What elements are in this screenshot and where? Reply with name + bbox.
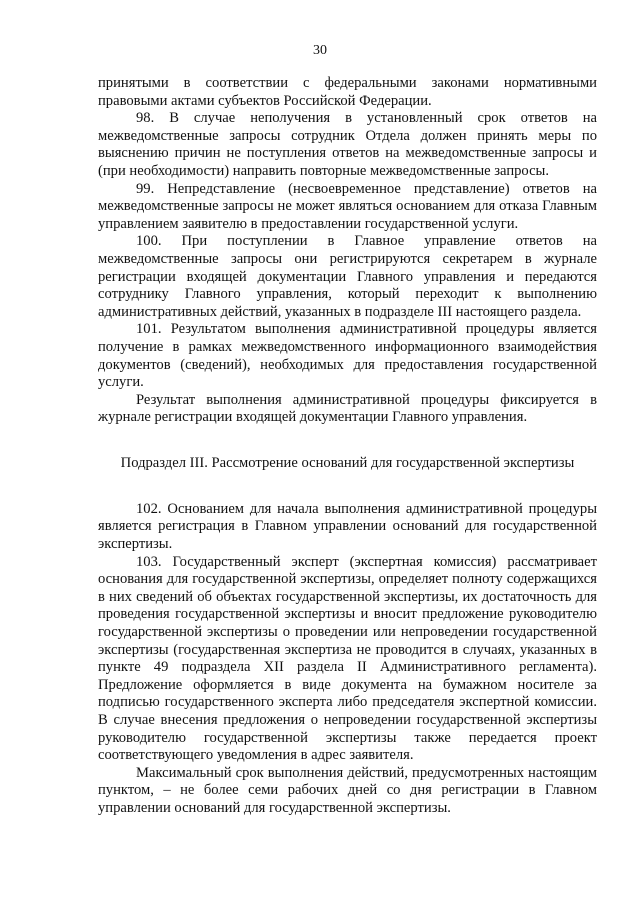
- paragraph-103-deadline: Максимальный срок выполнения действий, предусмотренных настоящим пунктом, – не более семи рабочих дней со дня регистрации в Главном управлении оснований для государственной экспертизы.: [98, 764, 597, 816]
- paragraph-98: 98. В случае неполучения в установленный срок ответов на межведомственные запросы сотрудник Отдела должен принять меры по выяснению причин не поступления ответов на межведомственные запросы и (при необходимости) направить повторные межведомственные запросы.: [98, 110, 597, 179]
- paragraph-101: 101. Результатом выполнения административной процедуры является получение в рамках межведомственного информационного взаимодействия документов (сведений), необходимых для предоставления государственной услуги.: [98, 321, 597, 391]
- paragraph-103: 103. Государственный эксперт (экспертная комиссия) рассматривает основания для государственной экспертизы, определяет полноту содержащихся в них сведений об объектах государственной экспертизы, их достаточность для проведения государственной экспертизы и вносит предложение руководителю государственной экспертизы о проведении или непроведении государственной экспертизы (государственная экспертиза не проводится в случаях, указанных в пункте 49 подраздела XII раздела II Административного регламента). Предложение оформляется в виде документа на бумажном носителе за подписью государственного эксперта либо председателя экспертной комиссии. В случае внесения предложения о непроведении государственной экспертизы руководителю государственной экспертизы также передается проект соответствующего уведомления в адрес заявителя.: [98, 553, 597, 764]
- document-body: [98, 75, 597, 818]
- page-number: 30: [313, 43, 327, 58]
- paragraph-101-result: Результат выполнения административной процедуры фиксируется в журнале регистрации входящей документации Главного управления.: [98, 391, 597, 426]
- paragraph-100: 100. При поступлении в Главное управление ответов на межведомственные запросы они регистрируются секретарем в журнале регистрации входящей документации Главного управления и передаются сотруднику Главного управления, который переходит к выполнению административных действий, указанных в подразделе III настоящего раздела.: [98, 233, 597, 320]
- paragraph-99: 99. Непредставление (несвоевременное представление) ответов на межведомственные запросы не может являться основанием для отказа Главным управлением заявителю в предоставлении государственной услуги.: [98, 180, 597, 232]
- section-heading: Подраздел III. Рассмотрение оснований для государственной экспертизы: [120, 454, 575, 471]
- paragraph-continuation: принятыми в соответствии с федеральными законами нормативными правовыми актами субъектов Российской Федерации.: [98, 75, 597, 109]
- paragraph-102: 102. Основанием для начала выполнения административной процедуры является регистрация в Главном управлении оснований для государственной экспертизы.: [98, 500, 597, 553]
